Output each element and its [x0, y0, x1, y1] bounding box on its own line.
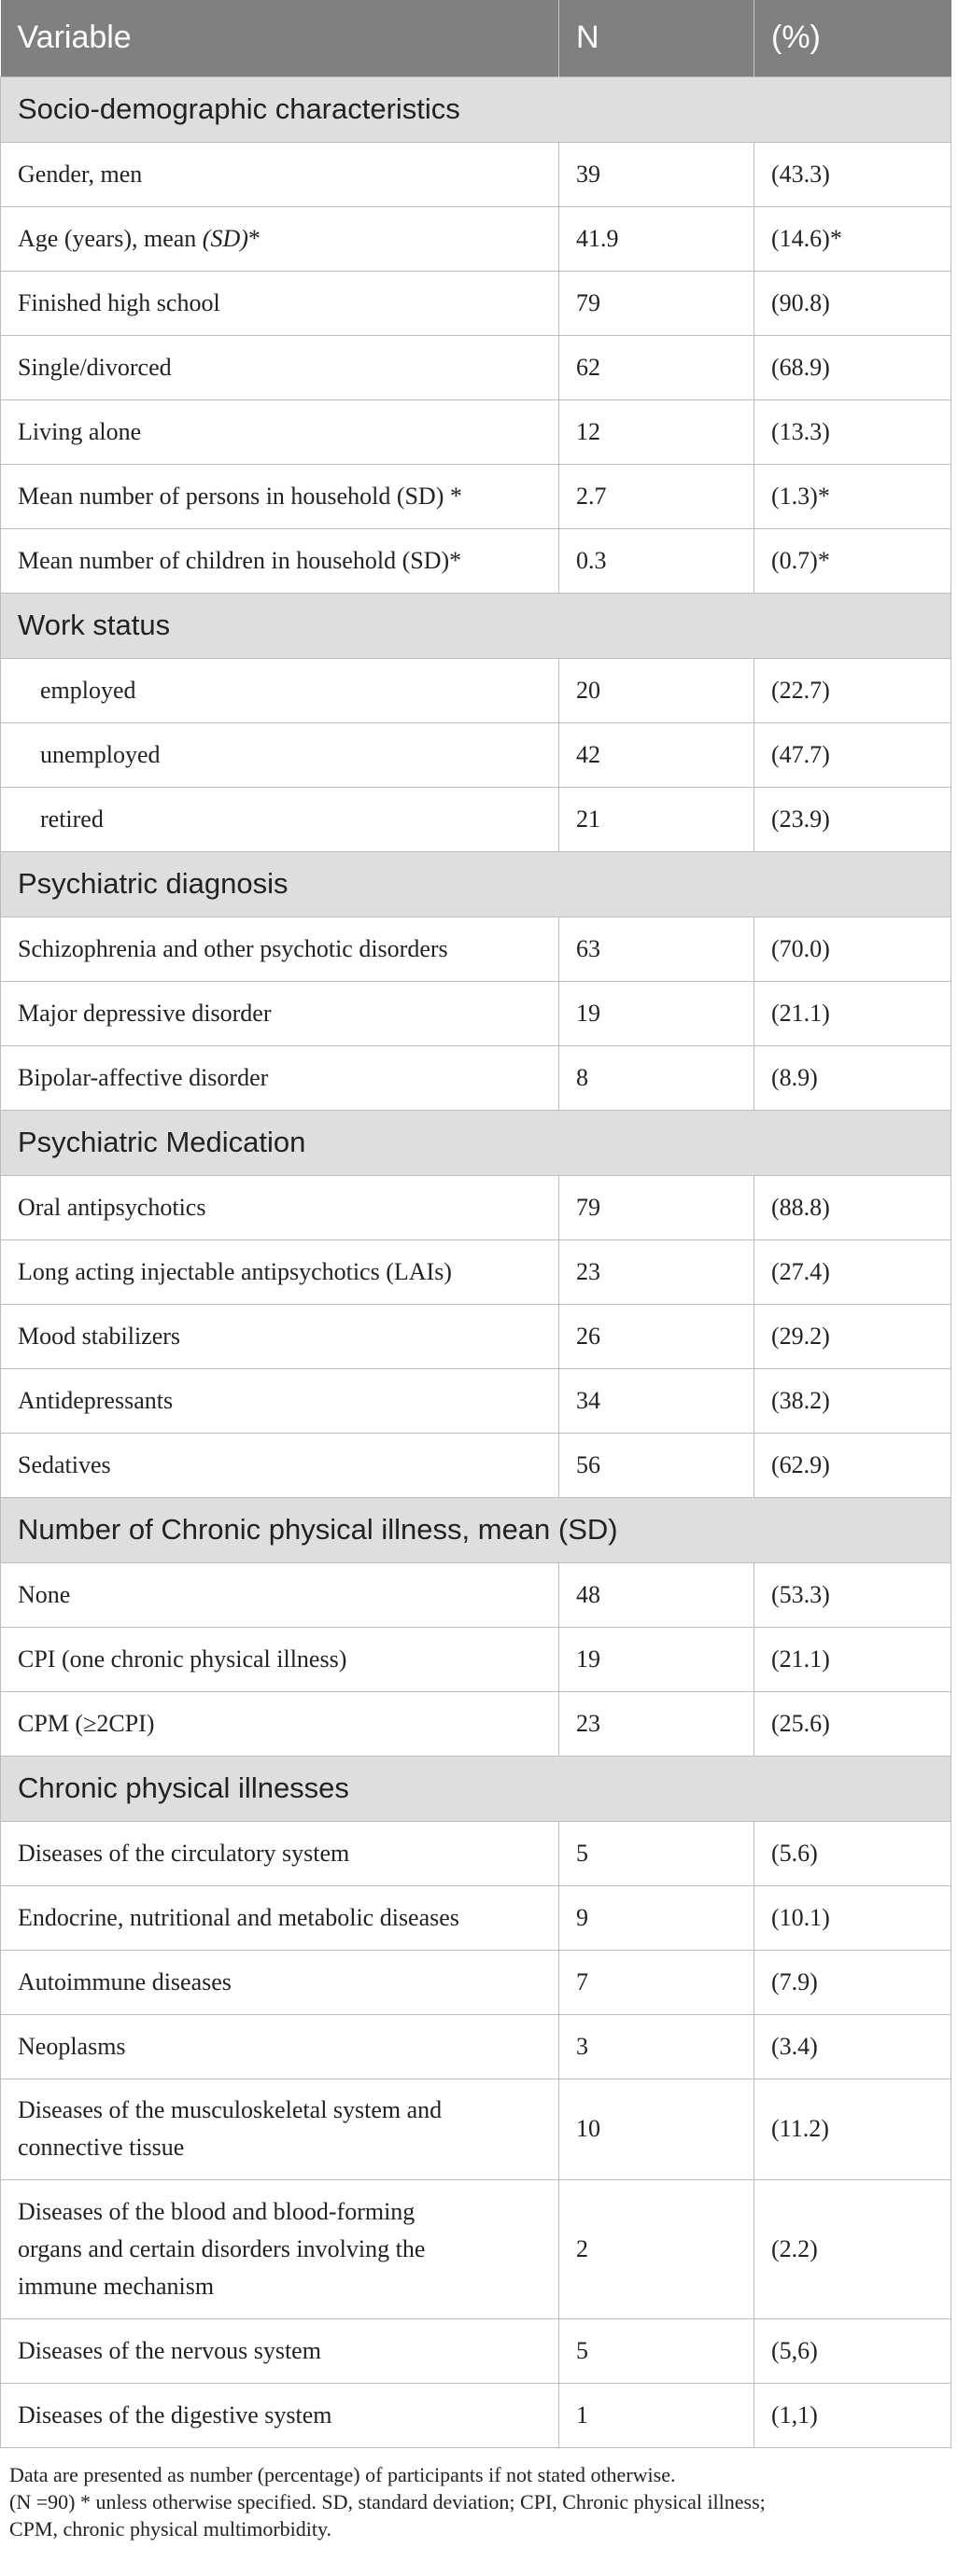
row-label: retired — [1, 787, 559, 851]
row-n: 42 — [559, 722, 754, 787]
row-n: 41.9 — [559, 206, 754, 271]
row-label: Long acting injectable antipsychotics (LAIs) — [1, 1239, 559, 1304]
row-label: Age (years), mean (SD)* — [1, 206, 559, 271]
row-label: Mean number of persons in household (SD) * — [1, 464, 559, 528]
row-n: 19 — [559, 981, 754, 1045]
table-row — [1, 1368, 951, 1433]
row-label-line: Diseases of the blood and blood-forming — [18, 2197, 416, 2225]
row-n: 5 — [559, 2318, 754, 2383]
table-row — [1, 722, 951, 787]
row-percent: (22.7) — [754, 658, 951, 722]
table-row — [1, 1821, 951, 1885]
row-percent: (38.2) — [754, 1368, 951, 1433]
table-row — [1, 399, 951, 464]
row-percent: (68.9) — [754, 335, 951, 399]
footnote-line: CPM, chronic physical multimorbidity. — [9, 2516, 332, 2541]
row-label: Endocrine, nutritional and metabolic diseases — [1, 1885, 559, 1950]
row-label: Diseases of the digestive system — [1, 2383, 559, 2447]
row-n: 5 — [559, 1821, 754, 1885]
row-n: 10 — [559, 2079, 754, 2179]
table-row — [1, 1239, 951, 1304]
row-n: 23 — [559, 1239, 754, 1304]
header-n: N — [559, 0, 754, 77]
row-label — [1, 2079, 559, 2179]
table-row — [1, 2179, 951, 2318]
row-label: Major depressive disorder — [1, 981, 559, 1045]
section-title: Work status — [1, 593, 951, 658]
table-footnote — [0, 2448, 943, 2542]
table-row — [1, 787, 951, 851]
row-percent: (62.9) — [754, 1433, 951, 1497]
section-title: Number of Chronic physical illness, mean (SD) — [1, 1497, 951, 1562]
table-row — [1, 271, 951, 335]
table-row — [1, 2079, 951, 2179]
row-percent: (21.1) — [754, 1627, 951, 1691]
table-row — [1, 1950, 951, 2014]
table-row — [1, 1433, 951, 1497]
section-header — [1, 1497, 951, 1562]
row-percent: (21.1) — [754, 981, 951, 1045]
italic-sd: (SD) — [202, 224, 248, 252]
row-label: Diseases of the circulatory system — [1, 1821, 559, 1885]
row-n: 7 — [559, 1950, 754, 2014]
row-percent: (43.3) — [754, 142, 951, 206]
row-percent: (11.2) — [754, 2079, 951, 2179]
row-label: Neoplasms — [1, 2014, 559, 2079]
row-label: Gender, men — [1, 142, 559, 206]
row-percent: (23.9) — [754, 787, 951, 851]
table-header-row — [1, 0, 951, 77]
row-percent: (88.8) — [754, 1175, 951, 1239]
row-percent: (53.3) — [754, 1562, 951, 1627]
table-row — [1, 464, 951, 528]
row-label-line: Diseases of the musculoskeletal system and — [18, 2096, 443, 2123]
row-percent: (0.7)* — [754, 528, 951, 593]
row-percent: (27.4) — [754, 1239, 951, 1304]
row-n: 20 — [559, 658, 754, 722]
table-row — [1, 917, 951, 981]
table-row — [1, 528, 951, 593]
row-n: 12 — [559, 399, 754, 464]
row-label: employed — [1, 658, 559, 722]
row-percent: (3.4) — [754, 2014, 951, 2079]
table-row — [1, 2014, 951, 2079]
row-label: Single/divorced — [1, 335, 559, 399]
row-label — [1, 2179, 559, 2318]
row-percent: (70.0) — [754, 917, 951, 981]
row-n: 79 — [559, 271, 754, 335]
section-title: Psychiatric Medication — [1, 1110, 951, 1175]
table-row — [1, 335, 951, 399]
row-percent: (7.9) — [754, 1950, 951, 2014]
row-n: 39 — [559, 142, 754, 206]
row-percent: (14.6)* — [754, 206, 951, 271]
row-percent: (5,6) — [754, 2318, 951, 2383]
row-label: CPI (one chronic physical illness) — [1, 1627, 559, 1691]
table-row — [1, 142, 951, 206]
row-label: Living alone — [1, 399, 559, 464]
row-label: None — [1, 1562, 559, 1627]
row-label-line: connective tissue — [18, 2134, 185, 2161]
table-row — [1, 2318, 951, 2383]
section-title: Psychiatric diagnosis — [1, 851, 951, 917]
row-percent: (90.8) — [754, 271, 951, 335]
table-row — [1, 1304, 951, 1368]
row-n: 79 — [559, 1175, 754, 1239]
section-header — [1, 77, 951, 142]
row-n: 21 — [559, 787, 754, 851]
table-row — [1, 1562, 951, 1627]
row-label: Mean number of children in household (SD)* — [1, 528, 559, 593]
row-n: 48 — [559, 1562, 754, 1627]
table-row — [1, 1627, 951, 1691]
row-percent: (29.2) — [754, 1304, 951, 1368]
row-n: 3 — [559, 2014, 754, 2079]
header-percent: (%) — [754, 0, 951, 77]
section-header — [1, 851, 951, 917]
row-n: 19 — [559, 1627, 754, 1691]
row-percent: (1.3)* — [754, 464, 951, 528]
row-percent: (47.7) — [754, 722, 951, 787]
table-row — [1, 1691, 951, 1756]
row-percent: (10.1) — [754, 1885, 951, 1950]
table-row — [1, 981, 951, 1045]
row-n: 8 — [559, 1045, 754, 1110]
row-n: 26 — [559, 1304, 754, 1368]
table-row — [1, 206, 951, 271]
row-label-line: organs and certain disorders involving the — [18, 2234, 426, 2262]
row-n: 63 — [559, 917, 754, 981]
row-label: Antidepressants — [1, 1368, 559, 1433]
table-row — [1, 658, 951, 722]
row-label: Sedatives — [1, 1433, 559, 1497]
header-variable: Variable — [1, 0, 559, 77]
row-label: Oral antipsychotics — [1, 1175, 559, 1239]
row-n: 23 — [559, 1691, 754, 1756]
row-label: unemployed — [1, 722, 559, 787]
section-title: Socio-demographic characteristics — [1, 77, 951, 142]
row-n: 9 — [559, 1885, 754, 1950]
section-title: Chronic physical illnesses — [1, 1756, 951, 1821]
table-row — [1, 1885, 951, 1950]
row-n: 34 — [559, 1368, 754, 1433]
footnote-line: Data are presented as number (percentage) of participants if not stated otherwise. — [9, 2462, 676, 2486]
row-n: 0.3 — [559, 528, 754, 593]
row-label-line: immune mechanism — [18, 2272, 215, 2300]
row-percent: (1,1) — [754, 2383, 951, 2447]
row-n: 2.7 — [559, 464, 754, 528]
row-label: CPM (≥2CPI) — [1, 1691, 559, 1756]
table-row — [1, 2383, 951, 2447]
row-n: 2 — [559, 2179, 754, 2318]
row-label: Mood stabilizers — [1, 1304, 559, 1368]
section-header — [1, 1110, 951, 1175]
row-percent: (2.2) — [754, 2179, 951, 2318]
footnote-line: (N =90) * unless otherwise specified. SD, standard deviation; CPI, Chronic physical illness; — [9, 2489, 766, 2513]
section-header — [1, 1756, 951, 1821]
row-percent: (5.6) — [754, 1821, 951, 1885]
row-label: Bipolar-affective disorder — [1, 1045, 559, 1110]
row-label: Finished high school — [1, 271, 559, 335]
table-row — [1, 1175, 951, 1239]
row-percent: (25.6) — [754, 1691, 951, 1756]
row-n: 1 — [559, 2383, 754, 2447]
row-n: 62 — [559, 335, 754, 399]
row-n: 56 — [559, 1433, 754, 1497]
row-label: Autoimmune diseases — [1, 1950, 559, 2014]
row-label: Schizophrenia and other psychotic disorders — [1, 917, 559, 981]
table-row — [1, 1045, 951, 1110]
row-percent: (8.9) — [754, 1045, 951, 1110]
row-label: Diseases of the nervous system — [1, 2318, 559, 2383]
row-percent: (13.3) — [754, 399, 951, 464]
section-header — [1, 593, 951, 658]
